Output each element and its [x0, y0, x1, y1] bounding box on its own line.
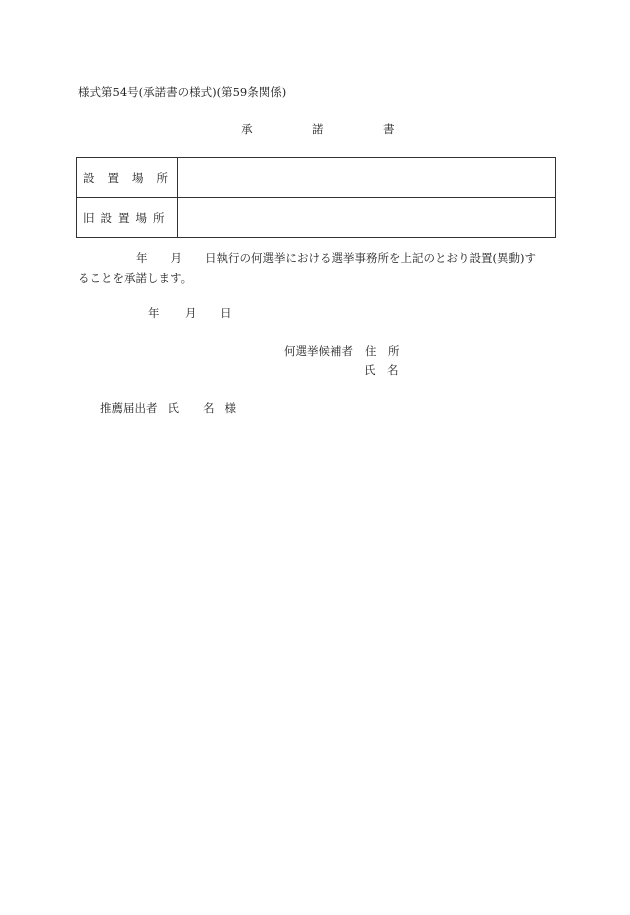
title-char-2: 諾: [312, 122, 324, 136]
nominator-line: [100, 400, 236, 416]
date-year: 年: [148, 306, 160, 320]
former-installation-location-value[interactable]: [178, 198, 556, 238]
candidate-title: 何選挙候補者: [284, 344, 353, 358]
date-month: 月: [185, 306, 197, 320]
date-line: [0, 305, 630, 321]
installation-location-label: [77, 158, 178, 198]
candidate-name-label: 氏 名: [364, 363, 399, 377]
candidate-address-label: 住 所: [365, 344, 400, 358]
label-char: 旧: [83, 210, 95, 225]
nominator-name-label-1: 氏: [167, 401, 179, 415]
consent-line-2: ることを承諾します。: [78, 271, 193, 285]
label-char: 場: [135, 210, 147, 225]
label-char: 所: [156, 170, 168, 185]
form-number-heading: 様式第54号(承諾書の様式)(第59条関係): [78, 85, 287, 99]
nominator-name-label-2: 名: [203, 401, 215, 415]
title-char-1: 承: [241, 122, 253, 136]
label-char: 場: [132, 170, 144, 185]
nominator-label: 推薦届出者: [100, 401, 158, 415]
table-row: [77, 198, 556, 238]
candidate-address-line: [284, 343, 400, 359]
label-char: 設: [83, 170, 95, 185]
nominator-honorific: 様: [224, 401, 236, 415]
label-char: 置: [107, 170, 119, 185]
consent-line-1: 年 月 日執行の何選挙における選挙事務所を上記のとおり設置(異動)す: [136, 251, 536, 265]
former-installation-location-label: [77, 198, 178, 238]
consent-statement: [78, 248, 560, 288]
location-table: [76, 157, 556, 238]
title-char-3: 書: [383, 122, 395, 136]
label-char: 設: [100, 210, 112, 225]
label-char: 置: [118, 210, 130, 225]
date-day: 日: [220, 306, 232, 320]
table-row: [77, 158, 556, 198]
installation-location-value[interactable]: [178, 158, 556, 198]
label-char: 所: [153, 210, 165, 225]
